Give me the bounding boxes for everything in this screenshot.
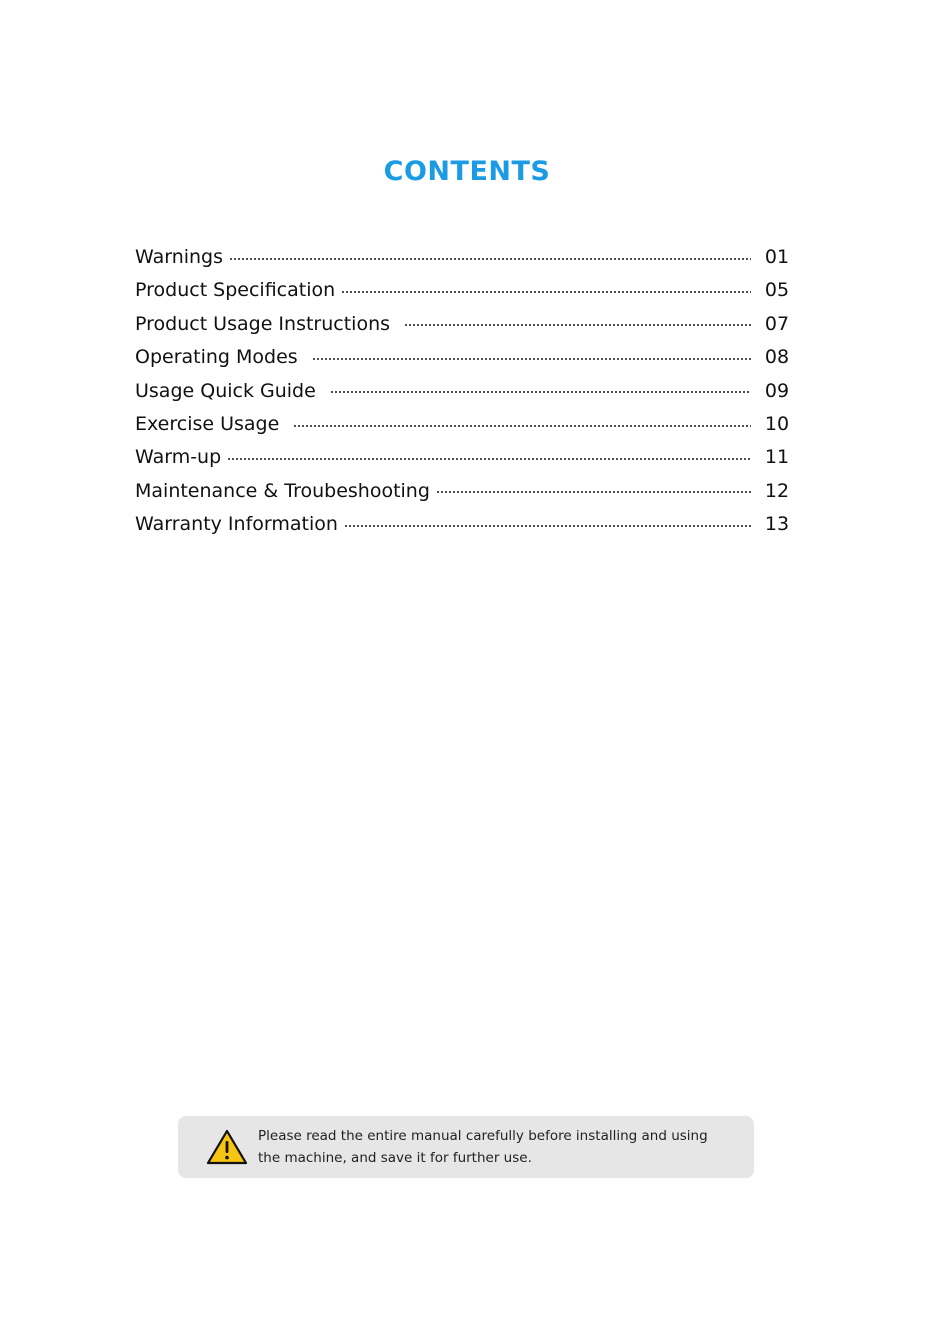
reading-notice	[178, 1116, 754, 1178]
toc-dot-leader	[436, 490, 751, 494]
toc-entry-page: 08	[764, 346, 790, 369]
toc-entry-label: Product Usage Instructions	[135, 312, 391, 335]
toc-entry-exercise-usage[interactable]	[135, 408, 791, 441]
toc-entry-label: Usage Quick Guide	[135, 379, 316, 402]
toc-entry-maintenance-troubleshooting[interactable]	[135, 475, 791, 508]
toc-entry-page: 13	[764, 513, 790, 536]
toc-dot-leader	[293, 424, 751, 428]
toc-entry-page: 07	[764, 312, 790, 335]
toc-entry-product-usage-instructions[interactable]	[135, 308, 791, 341]
notice-text	[258, 1125, 754, 1169]
toc-entry-page: 05	[764, 279, 790, 302]
toc-entry-page: 01	[764, 246, 790, 268]
toc-dot-leader	[330, 390, 751, 394]
toc-entry-label: Maintenance & Troubeshooting	[135, 479, 430, 502]
toc-entry-warm-up[interactable]	[135, 441, 791, 474]
table-of-contents	[135, 241, 791, 542]
toc-entry-label: Exercise Usage	[135, 412, 280, 435]
toc-entry-product-specification[interactable]	[135, 274, 791, 307]
warning-icon	[206, 1129, 248, 1165]
toc-entry-usage-quick-guide[interactable]	[135, 375, 791, 408]
toc-dot-leader	[312, 357, 751, 361]
toc-dot-leader	[229, 257, 751, 261]
toc-entry-page: 09	[764, 379, 790, 402]
toc-entry-label: Warranty Information	[135, 513, 338, 536]
toc-entry-label: Product Specification	[135, 279, 336, 302]
toc-entry-page: 10	[764, 412, 790, 435]
toc-entry-page: 12	[764, 479, 790, 502]
toc-entry-page: 11	[764, 446, 790, 469]
toc-dot-leader	[404, 323, 751, 327]
toc-entry-warranty-information[interactable]	[135, 508, 791, 541]
toc-dot-leader	[341, 290, 751, 294]
toc-entry-warnings[interactable]	[135, 241, 791, 274]
toc-dot-leader	[344, 524, 751, 528]
toc-entry-label: Operating Modes	[135, 346, 298, 369]
toc-entry-label: Warnings	[135, 246, 224, 268]
notice-line-1: Please read the entire manual carefully before installing and using	[258, 1128, 708, 1144]
toc-entry-operating-modes[interactable]	[135, 341, 791, 374]
toc-dot-leader	[227, 457, 751, 461]
notice-line-2: the machine, and save it for further use.	[258, 1150, 532, 1166]
toc-entry-label: Warm-up	[135, 446, 222, 469]
page-title: CONTENTS	[383, 156, 551, 187]
